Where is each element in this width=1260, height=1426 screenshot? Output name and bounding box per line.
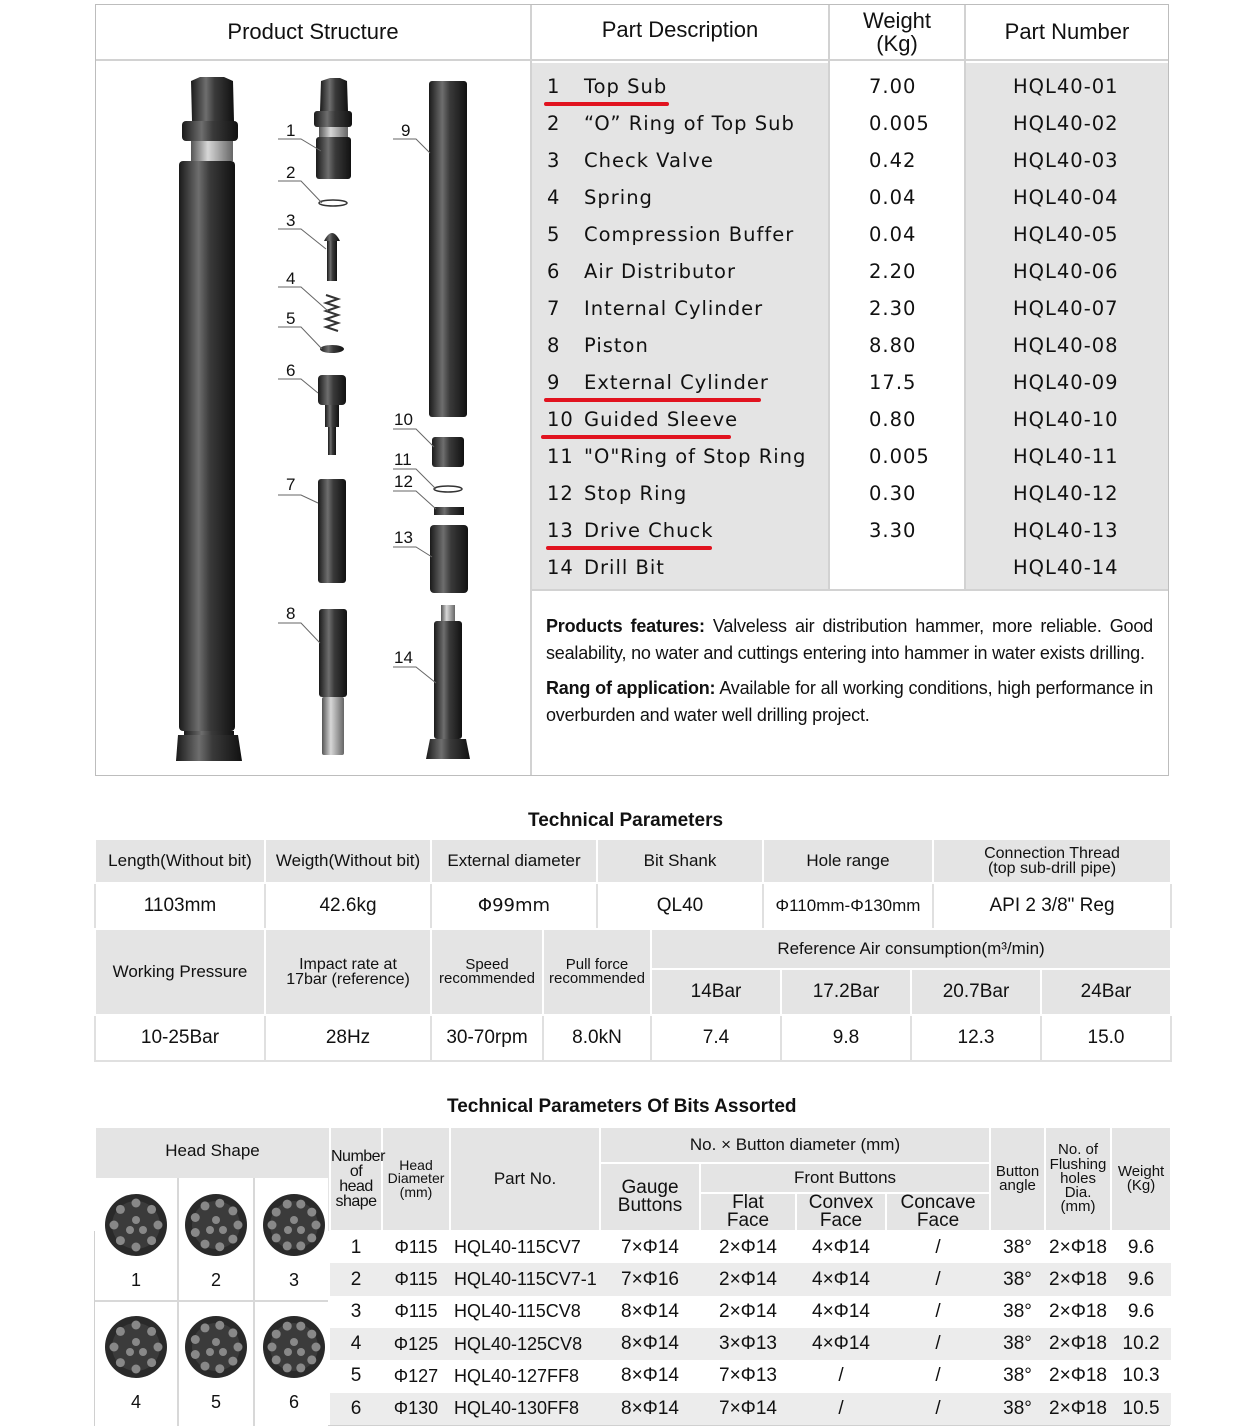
part-name: “O” Ring of Top Sub xyxy=(584,112,795,135)
val-hole-range: Φ110mm-Φ130mm xyxy=(763,883,933,929)
part-row xyxy=(96,438,1168,475)
part-no: 3 xyxy=(547,149,561,172)
flat-face: 2×Φ14 xyxy=(700,1231,796,1263)
callout-4: 4 xyxy=(286,269,296,288)
part-no: 12 xyxy=(547,482,574,505)
part-row xyxy=(96,216,1168,253)
fl-2: Flushing xyxy=(1049,1155,1107,1173)
part-weight: 0.80 xyxy=(869,408,917,431)
convex-face: 4×Φ14 xyxy=(796,1328,886,1360)
part-weight: 7.00 xyxy=(869,75,917,98)
features-paragraph xyxy=(546,613,1153,667)
part-no: 2 xyxy=(547,112,561,135)
convex-face: 4×Φ14 xyxy=(796,1263,886,1295)
header-weight xyxy=(830,5,964,61)
weight: 9.6 xyxy=(1111,1296,1171,1328)
concave-face: / xyxy=(886,1328,990,1360)
part-no: 9 xyxy=(547,371,561,394)
nh-1: Number xyxy=(331,1147,385,1165)
val-speed: 30-70rpm xyxy=(431,1015,543,1061)
flushing-holes: 2×Φ18 xyxy=(1045,1231,1111,1263)
flat-face: 7×Φ13 xyxy=(700,1360,796,1392)
part-name: Internal Cylinder xyxy=(584,297,764,320)
hdr-flushing xyxy=(1045,1127,1111,1231)
weight: 10.2 xyxy=(1111,1328,1171,1360)
gauge-buttons: 7×Φ16 xyxy=(600,1263,700,1295)
part-name: Drive Chuck xyxy=(584,519,714,542)
button-angle: 38° xyxy=(990,1231,1045,1263)
weight: 9.6 xyxy=(1111,1231,1171,1263)
concave-face: / xyxy=(886,1296,990,1328)
shape-grid-line xyxy=(95,1300,328,1302)
part-no: HQL40-127FF8 xyxy=(450,1360,600,1392)
part-row xyxy=(96,472,1168,512)
hd-1: Head xyxy=(399,1157,433,1174)
bit-head-shape xyxy=(258,1192,330,1291)
part-weight: 0.30 xyxy=(869,482,917,505)
part-name: Compression Buffer xyxy=(584,223,795,246)
callout-6: 6 xyxy=(286,361,296,380)
weight: 10.5 xyxy=(1111,1393,1171,1425)
bit-head-icon xyxy=(261,1192,327,1258)
part-no: HQL40-125CV8 xyxy=(450,1328,600,1360)
head-diameter: Φ130 xyxy=(382,1393,450,1425)
convex-face: 4×Φ14 xyxy=(796,1296,886,1328)
bw-1: Weight xyxy=(1117,1162,1165,1180)
callout-8: 8 xyxy=(286,604,296,623)
ccv-2: Face xyxy=(916,1210,960,1232)
gauge-buttons: 8×Φ14 xyxy=(600,1296,700,1328)
head-diameter: Φ127 xyxy=(382,1360,450,1392)
bit-head-shape xyxy=(258,1314,330,1413)
speed-line1: Speed xyxy=(465,955,509,973)
flushing-holes: 2×Φ18 xyxy=(1045,1296,1111,1328)
shape-label: 6 xyxy=(288,1392,299,1412)
head-diameter: Φ115 xyxy=(382,1231,450,1263)
shape-number: 2 xyxy=(330,1263,382,1295)
fl-1: No. of xyxy=(1058,1141,1099,1159)
header-part-description: Part Description xyxy=(532,5,828,61)
part-weight: 0.005 xyxy=(869,112,930,135)
callout-14: 14 xyxy=(394,648,413,667)
part-row xyxy=(96,142,1168,182)
callout-1: 1 xyxy=(286,121,296,140)
concave-face: / xyxy=(886,1231,990,1263)
bit-head-shape xyxy=(100,1314,172,1413)
part-drill-bit xyxy=(426,605,470,759)
val-pull-force: 8.0kN xyxy=(543,1015,651,1061)
part-number: HQL40-13 xyxy=(1013,519,1119,542)
bw-2: (Kg) xyxy=(1126,1177,1156,1195)
part-row xyxy=(96,253,1168,290)
concave-face: / xyxy=(886,1393,990,1425)
application-paragraph xyxy=(546,675,1153,729)
part-name: "O"Ring of Stop Ring xyxy=(584,445,807,468)
ccv-1: Concave xyxy=(900,1192,976,1213)
part-row xyxy=(96,105,1168,142)
hdr-pressure-17: 17.2Bar xyxy=(781,969,911,1015)
part-no: 8 xyxy=(547,334,561,357)
pull-line1: Pull force xyxy=(565,955,629,973)
val-working-pressure: 10-25Bar xyxy=(95,1015,265,1061)
shape-number: 3 xyxy=(330,1296,382,1328)
val-air-14: 7.4 xyxy=(651,1015,781,1061)
pull-line2: recommended xyxy=(549,970,645,987)
part-no: 5 xyxy=(547,223,561,246)
weight-line1: Weight xyxy=(862,7,932,33)
shape-label: 4 xyxy=(130,1392,141,1412)
button-angle: 38° xyxy=(990,1296,1045,1328)
part-number: HQL40-12 xyxy=(1013,482,1119,505)
part-weight: 0.04 xyxy=(869,186,917,209)
part-number: HQL40-08 xyxy=(1013,334,1119,357)
flushing-holes: 2×Φ18 xyxy=(1045,1328,1111,1360)
part-number: HQL40-11 xyxy=(1013,445,1119,468)
weight: 9.6 xyxy=(1111,1263,1171,1295)
val-weight: 42.6kg xyxy=(265,883,431,929)
part-no: 1 xyxy=(547,75,561,98)
fl-3: holes xyxy=(1060,1169,1096,1187)
flushing-holes: 2×Φ18 xyxy=(1045,1360,1111,1392)
hdr-flat-face xyxy=(700,1193,796,1231)
part-number: HQL40-06 xyxy=(1013,260,1119,283)
bit-head-icon xyxy=(183,1314,249,1380)
hdr-speed xyxy=(431,929,543,1015)
part-weight: 2.20 xyxy=(869,260,917,283)
part-row xyxy=(96,327,1168,364)
bit-head-shape xyxy=(100,1192,172,1291)
highlight-underline xyxy=(544,102,669,106)
part-weight: 17.5 xyxy=(869,371,917,394)
gauge-buttons: 8×Φ14 xyxy=(600,1360,700,1392)
part-no: HQL40-130FF8 xyxy=(450,1393,600,1425)
hdr-pull-force xyxy=(543,929,651,1015)
callout-7: 7 xyxy=(286,475,296,494)
head-diameter: Φ125 xyxy=(382,1328,450,1360)
part-no: 6 xyxy=(547,260,561,283)
ba-2: angle xyxy=(999,1177,1036,1195)
hdr-air-consumption: Reference Air consumption(m³/min) xyxy=(651,929,1171,969)
val-air-20: 12.3 xyxy=(911,1015,1041,1061)
hdr-gauge-buttons xyxy=(600,1163,700,1231)
shape-grid-line xyxy=(177,1178,179,1426)
hdr-hole-range: Hole range xyxy=(763,839,933,883)
product-structure-panel xyxy=(95,4,1169,776)
product-features xyxy=(546,613,1153,737)
hdr-button-angle xyxy=(990,1127,1045,1231)
header-product-structure: Product Structure xyxy=(96,5,530,61)
hd-2: Diameter xyxy=(387,1170,445,1187)
weight: 10.3 xyxy=(1111,1360,1171,1392)
callout-12: 12 xyxy=(394,472,413,491)
shape-label: 1 xyxy=(130,1270,141,1290)
head-diameter: Φ115 xyxy=(382,1296,450,1328)
speed-line2: recommended xyxy=(439,970,535,987)
part-weight: 0.04 xyxy=(869,223,917,246)
bit-head-icon xyxy=(261,1314,327,1380)
callout-5: 5 xyxy=(286,309,296,328)
hdr-part-no: Part No. xyxy=(450,1127,600,1231)
bit-head-icon xyxy=(103,1314,169,1380)
shape-number: 5 xyxy=(330,1360,382,1392)
tech-params-table xyxy=(94,838,1172,930)
fl-5: (mm) xyxy=(1060,1198,1096,1216)
part-name: Top Sub xyxy=(584,75,668,98)
hdr-convex-face xyxy=(796,1193,886,1231)
part-weight: 3.30 xyxy=(869,519,917,542)
callout-3: 3 xyxy=(286,211,296,230)
callout-11: 11 xyxy=(394,450,412,469)
val-bit-shank: QL40 xyxy=(597,883,763,929)
button-angle: 38° xyxy=(990,1263,1045,1295)
part-row xyxy=(96,549,1168,586)
bit-head-icon xyxy=(183,1192,249,1258)
part-no: 14 xyxy=(547,556,574,579)
hdr-concave-face xyxy=(886,1193,990,1231)
flushing-holes: 2×Φ18 xyxy=(1045,1393,1111,1425)
part-number: HQL40-02 xyxy=(1013,112,1119,135)
divider xyxy=(532,589,1168,591)
gauge-buttons: 7×Φ14 xyxy=(600,1231,700,1263)
hdr-weight xyxy=(1111,1127,1171,1231)
flat-face: 7×Φ14 xyxy=(700,1393,796,1425)
part-number: HQL40-10 xyxy=(1013,408,1119,431)
part-no: HQL40-115CV7-1 xyxy=(450,1263,600,1295)
part-number: HQL40-05 xyxy=(1013,223,1119,246)
part-row xyxy=(96,68,1168,105)
nh-4: shape xyxy=(335,1193,377,1211)
convex-face: / xyxy=(796,1360,886,1392)
part-name: Stop Ring xyxy=(584,482,688,505)
ff-2: Face xyxy=(726,1210,770,1232)
bits-title: Technical Parameters Of Bits Assorted xyxy=(447,1096,797,1117)
tech-values-row-2 xyxy=(95,1015,1171,1061)
fl-4: Dia. xyxy=(1064,1184,1092,1202)
part-name: Drill Bit xyxy=(584,556,665,579)
highlight-underline xyxy=(544,398,761,402)
highlight-underline xyxy=(541,435,731,439)
head-diameter: Φ115 xyxy=(382,1263,450,1295)
impact-line2: 17bar (reference) xyxy=(286,971,410,988)
hdr-head-shape: Head Shape xyxy=(95,1127,330,1231)
callout-13: 13 xyxy=(394,528,413,547)
flat-face: 2×Φ14 xyxy=(700,1263,796,1295)
highlight-underline xyxy=(546,546,712,550)
header-part-number: Part Number xyxy=(966,5,1168,61)
nh-2: of xyxy=(349,1162,363,1180)
hdr-head-diameter xyxy=(382,1127,450,1231)
gb-1: Gauge xyxy=(621,1177,679,1198)
val-air-17: 9.8 xyxy=(781,1015,911,1061)
shape-label: 5 xyxy=(210,1392,221,1412)
flat-face: 2×Φ14 xyxy=(700,1296,796,1328)
hdr-connection-thread xyxy=(933,839,1171,883)
part-piston xyxy=(319,609,347,755)
part-number: HQL40-03 xyxy=(1013,149,1119,172)
shape-number: 4 xyxy=(330,1328,382,1360)
hdr-number-head-shape xyxy=(330,1127,385,1231)
part-weight: 0.42 xyxy=(869,149,917,172)
hdr-bit-shank: Bit Shank xyxy=(597,839,763,883)
val-connection-thread: API 2 3/8" Reg xyxy=(933,883,1171,929)
part-row xyxy=(96,179,1168,216)
bit-head-shape xyxy=(180,1192,252,1291)
part-no: 11 xyxy=(547,445,574,468)
conn-line1: Connection Thread xyxy=(984,844,1120,862)
part-row xyxy=(96,361,1168,401)
hdr-pressure-14: 14Bar xyxy=(651,969,781,1015)
conn-line2: (top sub-drill pipe) xyxy=(987,860,1117,877)
application-text: Available for all working conditions, high performance in overburden and water well drilling project. xyxy=(546,678,1153,725)
shape-number: 1 xyxy=(330,1231,382,1263)
shape-grid-line xyxy=(253,1178,255,1426)
cvx-1: Convex xyxy=(808,1192,874,1213)
nh-3: head xyxy=(339,1178,373,1196)
hdr-button-diameter: No. × Button diameter (mm) xyxy=(600,1127,990,1163)
convex-face: 4×Φ14 xyxy=(796,1231,886,1263)
part-number: HQL40-09 xyxy=(1013,371,1119,394)
button-angle: 38° xyxy=(990,1328,1045,1360)
convex-face: / xyxy=(796,1393,886,1425)
val-length: 1103mm xyxy=(95,883,265,929)
concave-face: / xyxy=(886,1263,990,1295)
features-label: Products features: xyxy=(546,616,705,636)
part-weight: 8.80 xyxy=(869,334,917,357)
part-weight: 0.005 xyxy=(869,445,930,468)
part-name: Spring xyxy=(584,186,653,209)
weight-line2: (Kg) xyxy=(876,31,918,56)
hdr-length: Length(Without bit) xyxy=(95,839,265,883)
part-no: HQL40-115CV8 xyxy=(450,1296,600,1328)
part-no: 4 xyxy=(547,186,561,209)
ba-1: Button xyxy=(995,1162,1040,1180)
button-angle: 38° xyxy=(990,1360,1045,1392)
val-impact-rate: 28Hz xyxy=(265,1015,431,1061)
part-number: HQL40-07 xyxy=(1013,297,1119,320)
shape-label: 2 xyxy=(210,1270,221,1290)
part-number: HQL40-01 xyxy=(1013,75,1119,98)
part-no: HQL40-115CV7 xyxy=(450,1231,600,1263)
part-weight: 2.30 xyxy=(869,297,917,320)
part-number: HQL40-14 xyxy=(1013,556,1119,579)
part-no: 10 xyxy=(547,408,574,431)
part-no: 13 xyxy=(547,519,574,542)
part-name: Piston xyxy=(584,334,649,357)
part-number: HQL40-04 xyxy=(1013,186,1119,209)
hdr-pressure-24: 24Bar xyxy=(1041,969,1171,1015)
flat-face: 3×Φ13 xyxy=(700,1328,796,1360)
part-no: 7 xyxy=(547,297,561,320)
shape-label: 3 xyxy=(288,1270,299,1290)
part-name: Air Distributor xyxy=(584,260,736,283)
callout-2: 2 xyxy=(286,163,296,182)
part-name: Guided Sleeve xyxy=(584,408,739,431)
tech-params-title: Technical Parameters xyxy=(528,810,724,831)
part-name: External Cylinder xyxy=(584,371,769,394)
tech-values-row xyxy=(95,883,1171,929)
application-label: Rang of application: xyxy=(546,678,716,698)
gauge-buttons: 8×Φ14 xyxy=(600,1328,700,1360)
tech-header-row xyxy=(95,839,1171,883)
shape-number: 6 xyxy=(330,1393,382,1425)
callout-9: 9 xyxy=(401,121,411,140)
part-name: Check Valve xyxy=(584,149,714,172)
button-angle: 38° xyxy=(990,1393,1045,1425)
gauge-buttons: 8×Φ14 xyxy=(600,1393,700,1425)
hdr-impact-rate xyxy=(265,929,431,1015)
bit-head-icon xyxy=(103,1192,169,1258)
concave-face: / xyxy=(886,1360,990,1392)
gb-2: Buttons xyxy=(617,1195,683,1217)
val-air-24: 15.0 xyxy=(1041,1015,1171,1061)
hdr-front-buttons: Front Buttons xyxy=(700,1163,990,1193)
part-row xyxy=(96,290,1168,327)
part-row xyxy=(96,401,1168,438)
hd-3: (mm) xyxy=(399,1183,433,1200)
hdr-external-diameter: External diameter xyxy=(431,839,597,883)
bit-head-shape xyxy=(180,1314,252,1413)
ff-1: Flat xyxy=(732,1192,764,1213)
flushing-holes: 2×Φ18 xyxy=(1045,1263,1111,1295)
impact-line1: Impact rate at xyxy=(299,955,397,973)
part-row xyxy=(96,512,1168,549)
callout-10: 10 xyxy=(394,410,413,429)
tech-params-table-2 xyxy=(94,928,1172,1062)
cvx-2: Face xyxy=(819,1210,863,1232)
val-external-diameter: Φ99mm xyxy=(431,883,597,929)
features-text: Valveless air distribution hammer, more reliable. Good sealability, no water and cuttings entering into hammer in water exists drilling. xyxy=(546,616,1153,663)
hdr-weight: Weigth(Without bit) xyxy=(265,839,431,883)
hdr-working-pressure: Working Pressure xyxy=(95,929,265,1015)
hdr-pressure-20: 20.7Bar xyxy=(911,969,1041,1015)
